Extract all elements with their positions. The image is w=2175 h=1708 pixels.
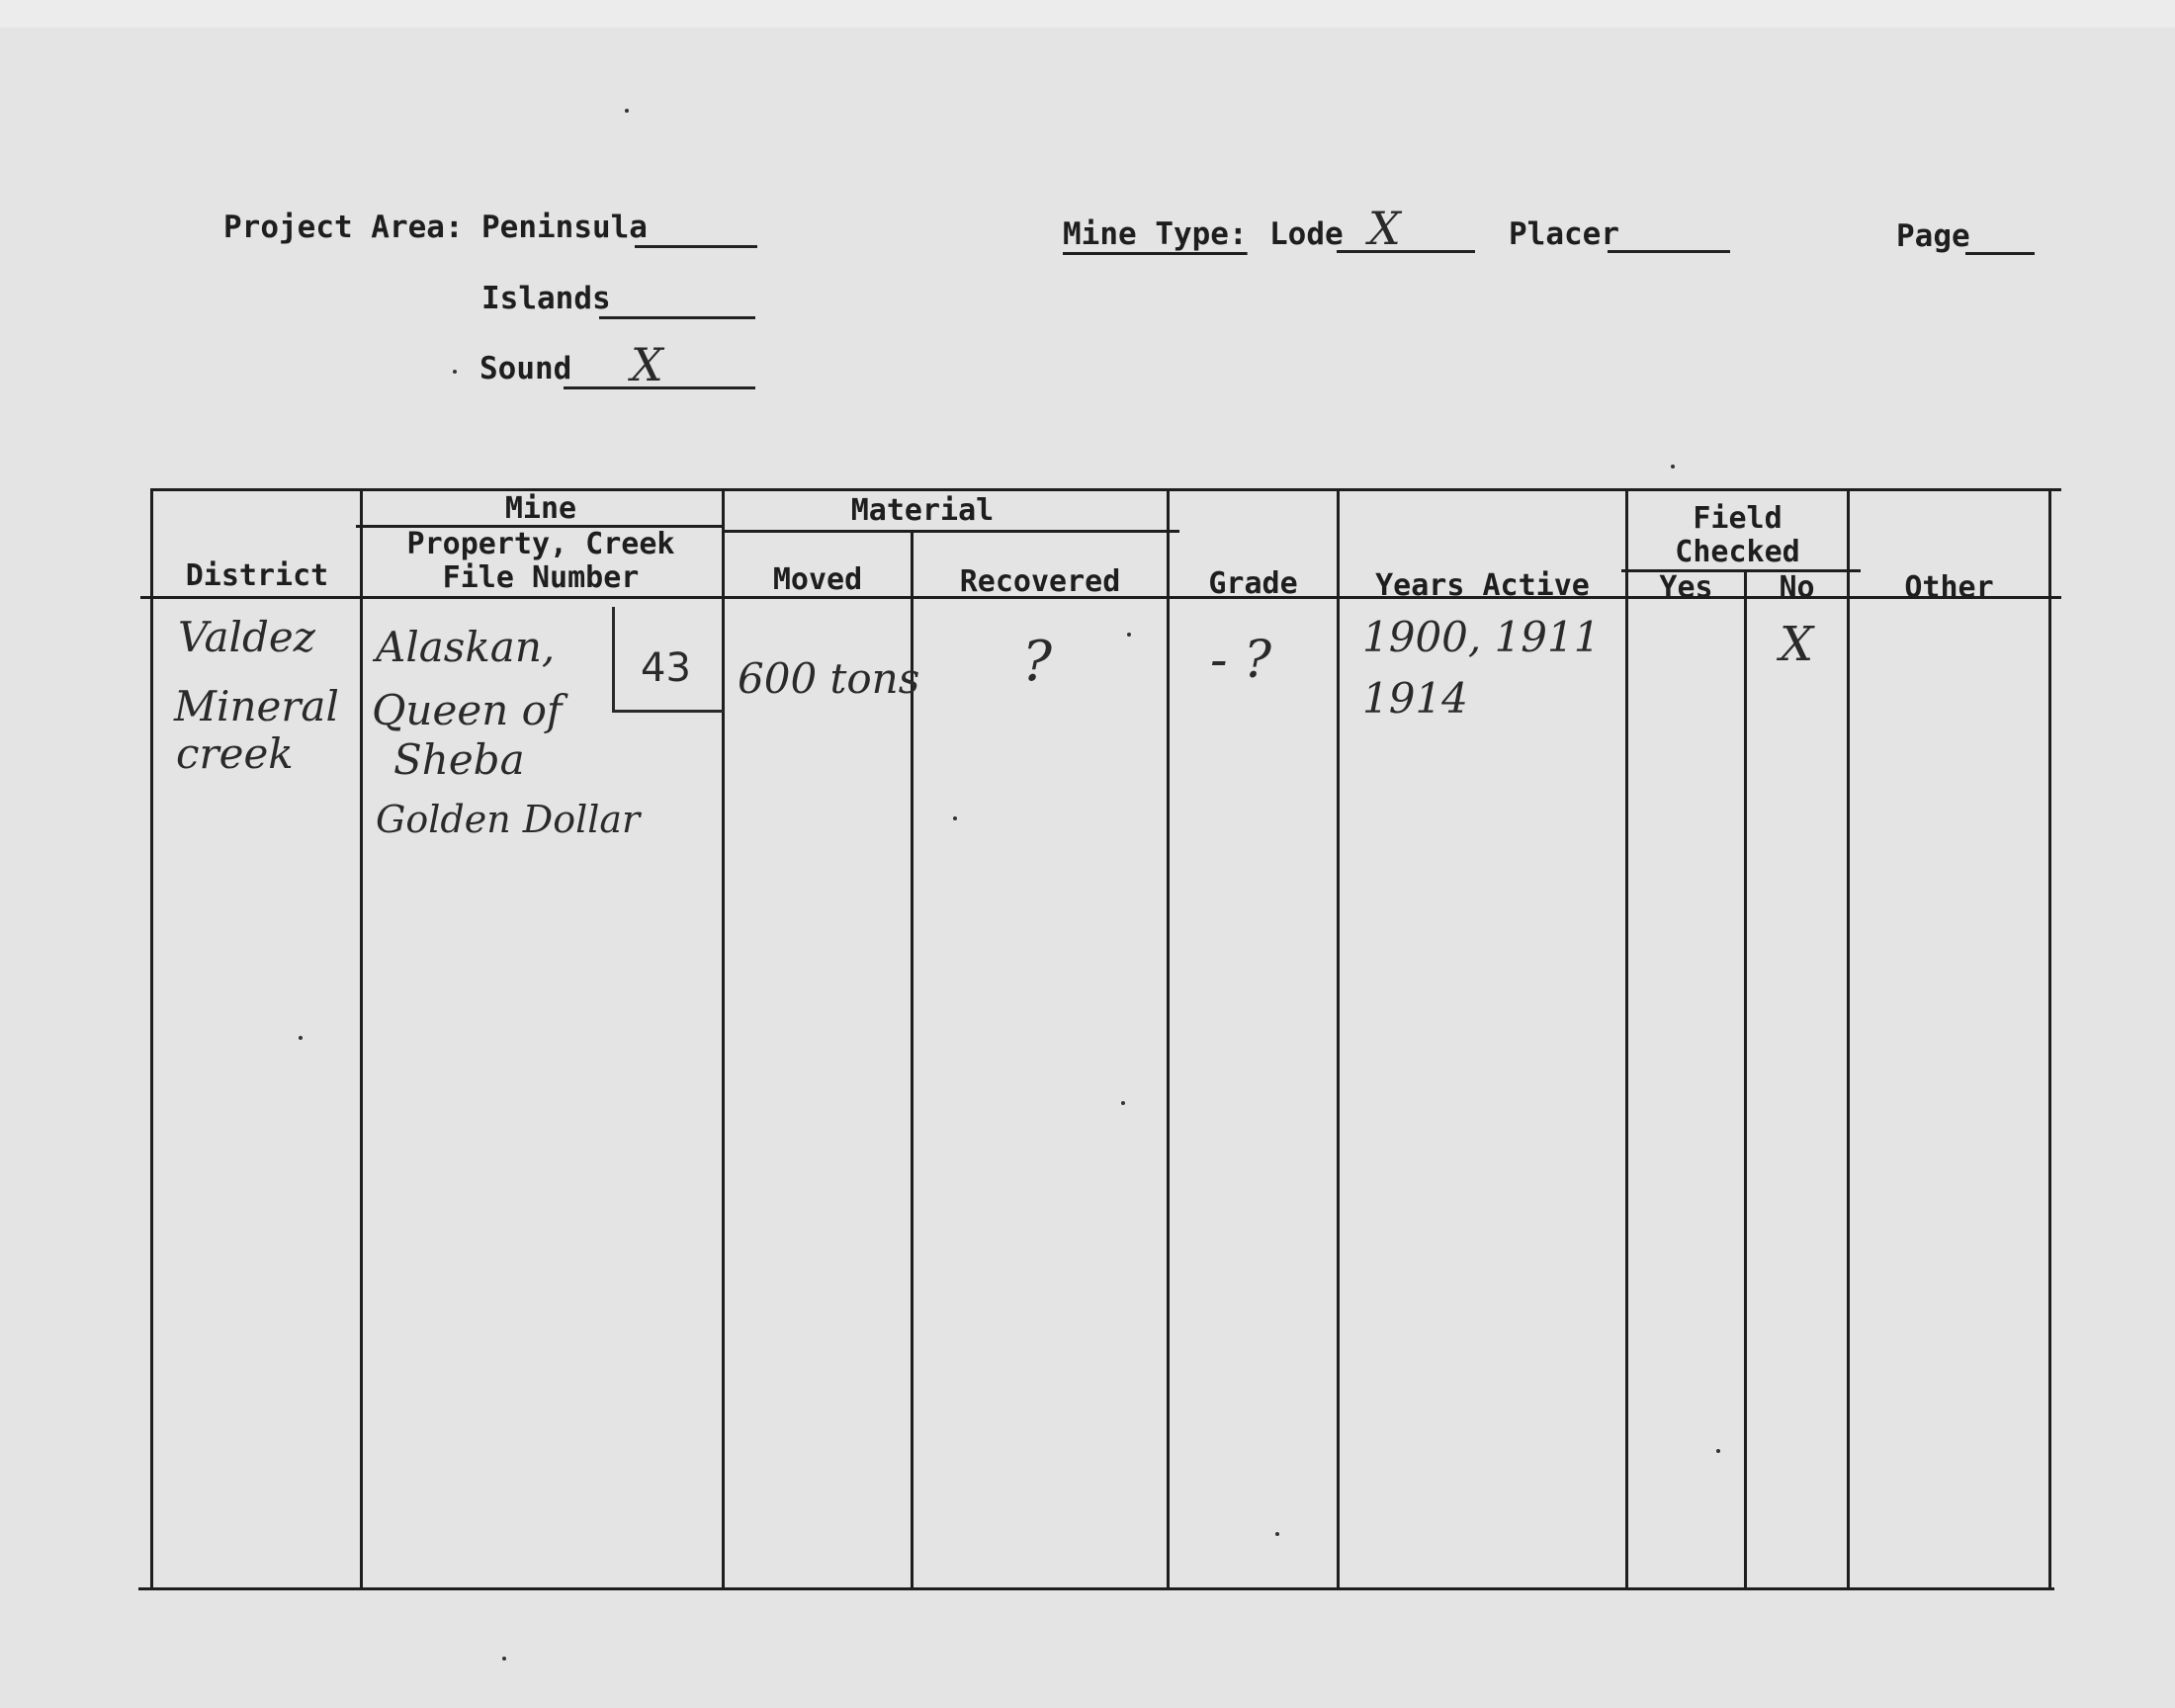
placer-label: Placer — [1509, 216, 1619, 252]
page-label: Page — [1896, 218, 1970, 254]
header-checked: Checked — [1675, 535, 1800, 569]
header-mine-property: Property, Creek — [406, 527, 675, 561]
col-divider-district — [360, 488, 363, 1589]
lode-blank[interactable] — [1337, 250, 1475, 253]
material-group-underline — [725, 530, 1179, 533]
file-number: 43 — [641, 645, 691, 691]
recovered-value: ? — [1022, 630, 1053, 694]
years-line-2: 1914 — [1362, 674, 1468, 723]
header-other: Other — [1904, 570, 1994, 605]
table-top-border — [150, 488, 2061, 491]
scan-speck — [1716, 1449, 1720, 1453]
placer-blank[interactable] — [1608, 250, 1730, 253]
header-mine: Mine — [504, 491, 577, 526]
header-no: No — [1779, 570, 1815, 605]
table-bottom-border — [138, 1587, 2054, 1590]
islands-blank[interactable] — [599, 316, 755, 319]
lode-label: Lode — [1269, 216, 1344, 252]
col-divider-yes — [1744, 569, 1747, 1589]
col-divider-recovered — [1167, 488, 1170, 1589]
sound-label: Sound — [479, 351, 572, 386]
mine-line-3: Sheba — [393, 735, 525, 784]
header-material: Material — [850, 493, 995, 528]
mine-line-1: Alaskan, — [376, 623, 556, 671]
scan-speck — [625, 109, 629, 113]
district-line-2: Mineral — [174, 682, 339, 730]
header-recovered: Recovered — [959, 564, 1121, 599]
scan-speck — [1121, 1101, 1125, 1105]
lode-checkmark: X — [1368, 202, 1401, 255]
scan-speck — [453, 370, 457, 374]
moved-value: 600 tons — [738, 654, 920, 703]
islands-label: Islands — [481, 281, 611, 316]
table-left-border — [150, 488, 153, 1589]
scan-speck — [953, 816, 957, 820]
table-right-border — [2048, 488, 2051, 1589]
mine-line-2: Queen of — [372, 686, 563, 734]
project-area-label: Project Area: — [223, 210, 464, 245]
district-line-1: Valdez — [178, 613, 315, 661]
scan-speck — [502, 1657, 506, 1661]
mine-type-label: Mine Type: — [1063, 216, 1248, 252]
header-field: Field — [1693, 501, 1783, 536]
years-line-1: 1900, 1911 — [1362, 613, 1601, 661]
col-divider-no — [1847, 488, 1850, 1589]
page-blank[interactable] — [1965, 252, 2035, 255]
header-moved: Moved — [772, 562, 863, 597]
peninsula-blank[interactable] — [635, 245, 757, 248]
grade-value: - ? — [1210, 631, 1271, 690]
scan-speck — [1275, 1532, 1279, 1536]
header-mine-file-number: File Number — [442, 560, 640, 595]
sound-checkmark: X — [631, 338, 663, 391]
header-grade: Grade — [1208, 566, 1298, 601]
col-divider-years — [1625, 488, 1628, 1589]
field-checked-no-mark: X — [1780, 617, 1814, 672]
district-line-3: creek — [176, 729, 294, 778]
scan-speck — [1127, 633, 1131, 637]
scan-speck — [1671, 465, 1675, 469]
header-district: District — [185, 558, 329, 593]
col-divider-grade — [1337, 488, 1340, 1589]
mine-line-4: Golden Dollar — [376, 798, 641, 841]
header-years-active: Years Active — [1375, 568, 1590, 603]
header-yes: Yes — [1659, 570, 1713, 605]
scan-speck — [299, 1036, 303, 1040]
peninsula-label: Peninsula — [481, 210, 648, 245]
